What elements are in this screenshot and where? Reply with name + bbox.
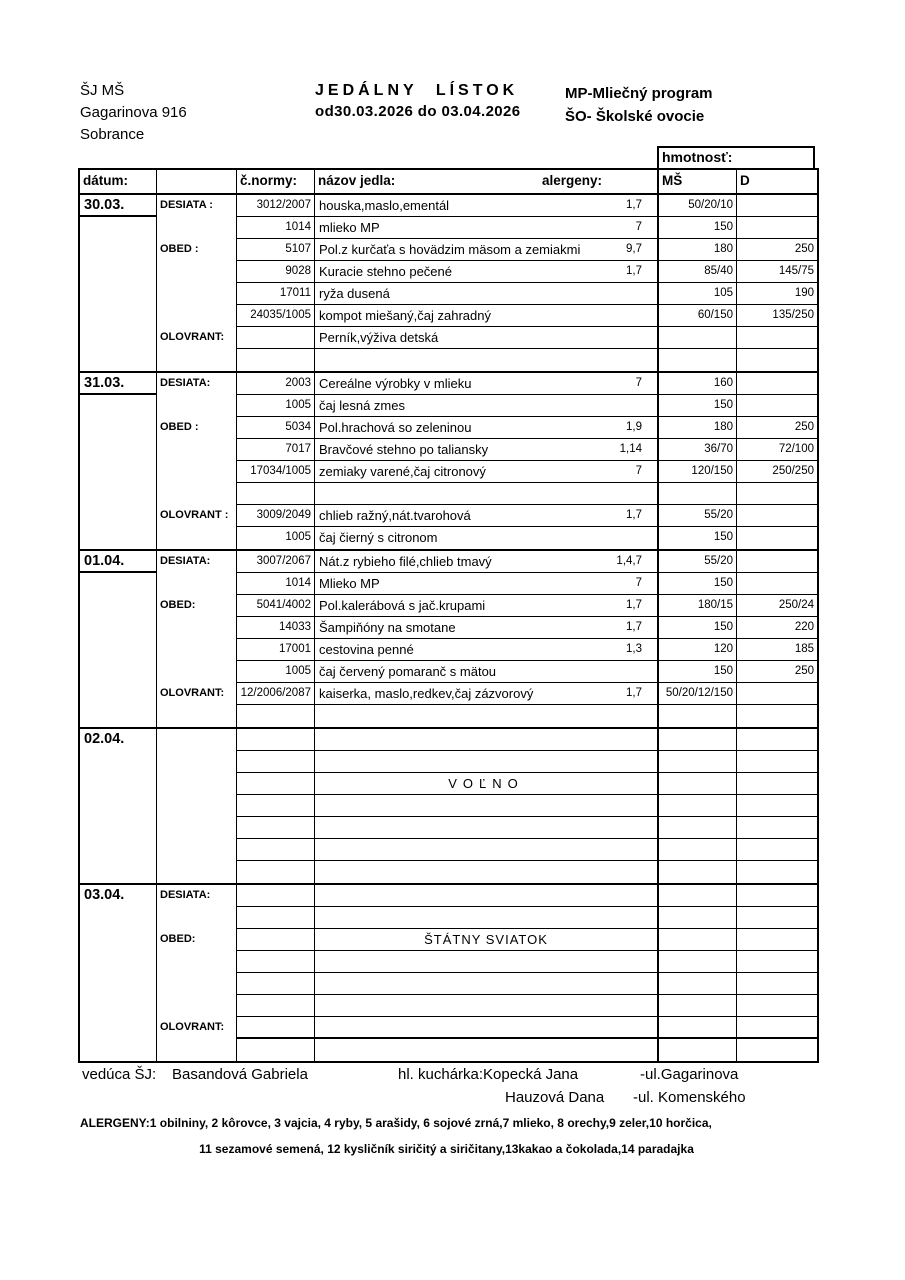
ms-weight-cell [659,861,737,883]
d-weight-cell: 135/250 [737,305,817,327]
norm-cell [237,773,315,795]
col-header-d: D [740,173,750,188]
lead-label: vedúca ŠJ: [82,1066,157,1083]
mealtype-cell [157,551,237,727]
dish-name: mlieko MP [319,220,380,235]
meal-label: OLOVRANT: [160,1021,225,1033]
dish-name: čaj lesná zmes [319,398,405,413]
norm-cell: 24035/1005 [237,305,315,327]
dish-cell [315,973,659,995]
dish-cell [315,505,659,527]
menu-table [78,168,819,1063]
dish-cell [315,773,659,795]
ms-weight-cell: 105 [659,283,737,305]
norm-cell [237,907,315,929]
d-weight-cell [737,551,817,573]
d-weight-cell [737,483,817,505]
day-block [80,373,817,551]
date-underline [80,393,156,395]
allergen-legend-line1: ALERGENY:1 obilniny, 2 kôrovce, 3 vajcia, 4 ryby, 5 arašidy, 6 sojové zrná,7 mlieko, 8 orechy,9 zeler,10 horčica, [80,1116,712,1130]
col-header-norm: č.normy: [237,170,315,193]
dish-cell [315,661,659,683]
d-weight-cell: 145/75 [737,261,817,283]
d-weight-cell [737,907,817,929]
meal-label: OLOVRANT: [160,331,225,343]
allergen-cell: 7 [635,221,642,233]
mealtype-cell [157,885,237,1061]
dish-cell [315,395,659,417]
allergen-cell: 7 [635,465,642,477]
norm-cell [237,751,315,773]
allergen-cell: 7 [635,377,642,389]
dish-name: cestovina penné [319,642,414,657]
allergen-cell [642,1017,657,1037]
norm-cell [237,951,315,973]
d-weight-cell: 250/250 [737,461,817,483]
program-milk-label: MP-Mliečný program [565,85,713,102]
dish-cell [315,795,659,817]
cook-line1: hl. kuchárka:Kopecká Jana [398,1066,579,1083]
cook-street1: -ul.Gagarinova [640,1066,739,1083]
allergen-cell [642,283,657,304]
dish-cell [315,217,659,239]
col-header-ms: MŠ [659,170,737,193]
ms-weight-cell [659,729,737,751]
day-block [80,729,817,885]
allergen-cell [642,861,657,883]
norm-cell: 5034 [237,417,315,439]
allergen-cell: 1,7 [626,621,642,633]
table-body [80,195,817,1061]
dish-cell [315,439,659,461]
ms-weight-cell: 120 [659,639,737,661]
allergen-cell [642,327,657,348]
org-city: Sobrance [80,126,145,143]
d-weight-cell [737,817,817,839]
ms-weight-cell: 180 [659,417,737,439]
dish-cell [315,639,659,661]
norm-cell: 14033 [237,617,315,639]
dish-cell [315,461,659,483]
dish-cell [315,683,659,705]
dish-cell [315,1039,659,1061]
allergen-cell: 1,7 [626,509,642,521]
norm-cell [237,795,315,817]
date-cell: 03.04. [80,885,157,1061]
ms-weight-cell: 36/70 [659,439,737,461]
date-underline [80,215,156,217]
allergen-cell: 1,7 [626,265,642,277]
meal-label: OLOVRANT: [160,687,225,699]
ms-weight-cell: 120/150 [659,461,737,483]
d-weight-cell [737,373,817,395]
norm-cell: 3009/2049 [237,505,315,527]
menu-date-range: od30.03.2026 do 03.04.2026 [315,103,521,120]
weight-header-box [657,146,815,170]
meal-label: OBED : [160,243,199,255]
programs-block [565,82,713,128]
norm-cell: 7017 [237,439,315,461]
allergen-cell [642,795,657,816]
d-weight-cell [737,795,817,817]
mealtype-cell [157,729,237,883]
dish-name: chlieb ražný,nát.tvarohová [319,508,471,523]
d-weight-cell [737,195,817,217]
d-weight-cell [737,527,817,549]
dish-name: VOĽNO [448,776,524,791]
allergen-cell [642,527,657,549]
norm-cell [237,327,315,349]
col-header-dish [315,170,659,193]
meal-label: OBED : [160,421,199,433]
ms-weight-cell [659,349,737,371]
dish-name: ryža dusená [319,286,390,301]
norm-cell: 1014 [237,217,315,239]
d-weight-cell [737,327,817,349]
ms-weight-cell: 150 [659,217,737,239]
date-cell: 01.04. [80,551,157,727]
col-header-dish-label: názov jedla: [318,173,396,188]
d-weight-cell [737,395,817,417]
date-underline [80,571,156,573]
ms-weight-cell: 160 [659,373,737,395]
norm-cell [237,973,315,995]
meal-label: DESIATA: [160,377,211,389]
norm-cell [237,483,315,505]
dish-name: Kuracie stehno pečené [319,264,452,279]
dish-name: Bravčové stehno po taliansky [319,442,489,457]
title-block [315,82,521,120]
allergen-cell [642,951,657,972]
d-weight-cell: 250/24 [737,595,817,617]
d-weight-cell [737,773,817,795]
allergen-cell [642,973,657,994]
norm-cell: 5041/4002 [237,595,315,617]
ms-weight-cell: 60/150 [659,305,737,327]
dish-name: zemiaky varené,čaj citronový [319,464,486,479]
norm-cell [237,729,315,751]
dish-cell [315,907,659,929]
ms-weight-cell: 150 [659,395,737,417]
allergen-cell [642,705,657,727]
ms-weight-cell: 180/15 [659,595,737,617]
table-header-row [80,170,817,195]
d-weight-cell [737,995,817,1017]
allergen-cell: 1,3 [626,643,642,655]
mealtype-cell [157,373,237,549]
ms-weight-cell [659,817,737,839]
date-cell: 31.03. [80,373,157,549]
dish-cell [315,417,659,439]
meal-label: OLOVRANT : [160,509,229,521]
ms-weight-cell: 150 [659,617,737,639]
ms-weight-cell [659,773,737,795]
dish-cell [315,817,659,839]
dish-name: Šampiňóny na smotane [319,620,456,635]
dish-cell [315,261,659,283]
col-header-mealtype [157,170,237,193]
norm-cell [237,349,315,371]
allergen-cell [642,395,657,416]
dish-cell [315,573,659,595]
lead-name: Basandová Gabriela [172,1066,308,1083]
ms-weight-cell: 55/20 [659,505,737,527]
d-weight-cell [737,861,817,883]
col-header-date: dátum: [80,170,157,193]
norm-cell: 1005 [237,395,315,417]
d-weight-cell [737,683,817,705]
dish-cell [315,1017,659,1039]
ms-weight-cell [659,705,737,727]
d-weight-cell [737,349,817,371]
allergen-cell [642,995,657,1016]
dish-cell [315,951,659,973]
ms-weight-cell: 180 [659,239,737,261]
d-weight-cell [737,951,817,973]
norm-cell: 17011 [237,283,315,305]
mealtype-cell [157,195,237,371]
ms-weight-cell [659,795,737,817]
date-cell: 30.03. [80,195,157,371]
page-title: JEDÁLNY LÍSTOK [315,82,519,99]
norm-cell: 2003 [237,373,315,395]
d-weight-cell [737,729,817,751]
norm-cell [237,1039,315,1061]
ms-weight-cell: 50/20/10 [659,195,737,217]
allergen-cell: 7 [635,577,642,589]
ms-weight-cell [659,929,737,951]
dish-cell [315,595,659,617]
ms-weight-cell [659,951,737,973]
dish-cell [315,729,659,751]
cook-line2: Hauzová Dana [505,1089,605,1106]
day-block [80,885,817,1061]
norm-cell: 17034/1005 [237,461,315,483]
dish-name: houska,maslo,ementál [319,198,450,213]
allergen-cell: 1,7 [626,199,642,211]
norm-cell: 5107 [237,239,315,261]
dish-name: Perník,výživa detská [319,330,439,345]
allergen-cell [642,349,657,371]
dish-cell [315,283,659,305]
day-block [80,551,817,729]
norm-cell: 17001 [237,639,315,661]
ms-weight-cell [659,1039,737,1061]
allergen-cell: 9,7 [626,243,642,255]
ms-weight-cell: 150 [659,661,737,683]
ms-weight-cell [659,1017,737,1039]
weight-header-label: hmotnosť: [662,149,733,165]
allergen-cell: 1,9 [626,421,642,433]
dish-cell [315,751,659,773]
d-weight-cell [737,1039,817,1061]
d-weight-cell: 220 [737,617,817,639]
d-weight-cell [737,751,817,773]
ms-weight-cell: 55/20 [659,551,737,573]
norm-cell [237,705,315,727]
dish-cell [315,861,659,883]
d-weight-cell [737,973,817,995]
dish-name: Pol.kalerábová s jač.krupami [319,598,486,613]
dish-name: Nát.z rybieho filé,chlieb tmavý [319,554,492,569]
norm-cell [237,817,315,839]
d-weight-cell: 185 [737,639,817,661]
allergen-cell: 1,14 [619,443,642,455]
d-weight-cell: 250 [737,661,817,683]
ms-weight-cell [659,885,737,907]
ms-weight-cell [659,907,737,929]
ms-weight-cell: 150 [659,527,737,549]
dish-cell [315,239,659,261]
org-street: Gagarinova 916 [80,104,187,121]
d-weight-cell [737,505,817,527]
allergen-cell [642,907,657,928]
dish-cell [315,705,659,727]
allergen-cell [642,839,657,860]
ms-weight-cell: 85/40 [659,261,737,283]
norm-cell [237,929,315,951]
d-weight-cell [737,705,817,727]
org-name: ŠJ MŠ [80,82,125,99]
d-weight-cell [737,929,817,951]
dish-cell [315,327,659,349]
meal-label: DESIATA: [160,889,211,901]
d-weight-cell: 250 [737,239,817,261]
dish-cell [315,373,659,395]
dish-cell [315,483,659,505]
dish-name: Cereálne výrobky v mlieku [319,376,472,391]
meal-label: DESIATA: [160,555,211,567]
meal-label: OBED: [160,933,196,945]
ms-weight-cell [659,995,737,1017]
norm-cell: 3007/2067 [237,551,315,573]
allergen-cell [642,305,657,326]
norm-cell: 12/2006/2087 [237,683,315,705]
day-block [80,195,817,373]
norm-cell: 1014 [237,573,315,595]
d-weight-cell: 250 [737,417,817,439]
norm-cell [237,885,315,907]
norm-cell: 3012/2007 [237,195,315,217]
ms-weight-cell: 150 [659,573,737,595]
dish-name: čaj červený pomaranč s mätou [319,664,497,679]
dish-cell [315,551,659,573]
dish-cell [315,885,659,907]
norm-cell: 1005 [237,661,315,683]
program-fruit-label: ŠO- Školské ovocie [565,108,705,125]
allergen-cell [642,1039,657,1061]
norm-cell [237,861,315,883]
d-weight-cell: 190 [737,283,817,305]
dish-name: kompot miešaný,čaj zahradný [319,308,491,323]
dish-name: čaj čierný s citronom [319,530,438,545]
d-weight-cell [737,573,817,595]
norm-cell: 1005 [237,527,315,549]
dish-cell [315,195,659,217]
allergen-cell: 1,7 [626,599,642,611]
dish-name: ŠTÁTNY SVIATOK [424,932,548,947]
ms-weight-cell [659,751,737,773]
dish-cell [315,617,659,639]
norm-cell [237,839,315,861]
d-weight-cell [737,885,817,907]
cook-street2: -ul. Komenského [633,1089,746,1106]
norm-cell [237,995,315,1017]
dish-cell [315,349,659,371]
allergen-cell: 1,4,7 [616,555,642,567]
allergen-cell [642,885,657,906]
d-weight-cell [737,217,817,239]
meal-label: OBED: [160,599,196,611]
norm-cell: 9028 [237,261,315,283]
dish-name: Mlieko MP [319,576,380,591]
dish-cell [315,995,659,1017]
dish-cell [315,839,659,861]
d-weight-cell: 72/100 [737,439,817,461]
d-weight-cell [737,1017,817,1039]
allergen-cell [642,483,657,504]
norm-cell [237,1017,315,1039]
dish-name: Pol.z kurčaťa s hovädzim mäsom a zemiakmi [319,242,581,257]
dish-cell [315,527,659,549]
organization-block [80,80,187,146]
date-cell: 02.04. [80,729,157,883]
allergen-cell: 1,7 [626,687,642,699]
dish-name: Pol.hrachová so zeleninou [319,420,472,435]
allergen-cell [642,817,657,838]
ms-weight-cell [659,327,737,349]
dish-cell [315,929,659,951]
dish-name: kaiserka, maslo,redkev,čaj zázvorový [319,686,534,701]
dish-cell [315,305,659,327]
allergen-cell [642,751,657,772]
d-weight-cell [737,839,817,861]
meal-label: DESIATA : [160,199,213,211]
ms-weight-cell [659,973,737,995]
ms-weight-cell [659,483,737,505]
allergen-legend-line2: 11 sezamové semená, 12 kysličník siričitý a siričitany,13kakao a čokolada,14 paradajka [199,1142,694,1156]
ms-weight-cell: 50/20/12/150 [659,683,737,705]
allergen-cell [642,729,657,750]
ms-weight-cell [659,839,737,861]
col-header-allergens: alergeny: [541,173,602,188]
allergen-cell [642,661,657,682]
